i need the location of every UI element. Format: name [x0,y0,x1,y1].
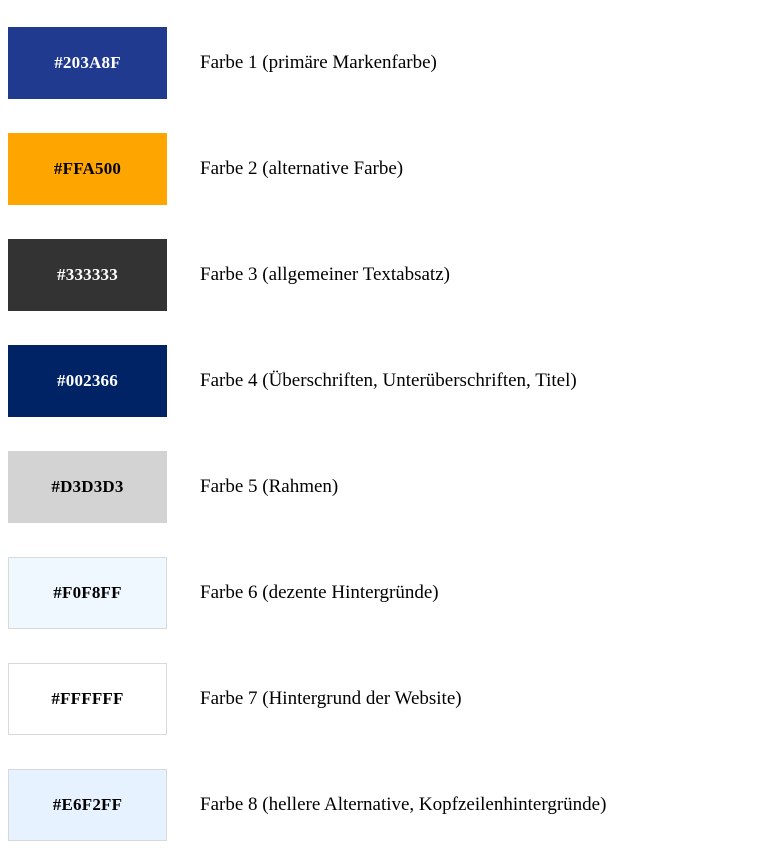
color-description: Farbe 4 (Überschriften, Unterüberschriften, Titel) [200,369,577,391]
list-item [0,540,776,646]
color-description: Farbe 3 (allgemeiner Textabsatz) [200,263,450,285]
color-description: Farbe 1 (primäre Markenfarbe) [200,51,437,73]
color-description: Farbe 8 (hellere Alternative, Kopfzeilenhintergründe) [200,793,607,815]
color-swatch [8,451,167,523]
color-description: Farbe 5 (Rahmen) [200,475,339,497]
list-item [0,328,776,434]
list-item [0,10,776,116]
color-swatch [8,27,167,99]
color-hex-label: #333333 [57,265,118,284]
color-swatch [8,345,167,417]
color-hex-label: #FFA500 [53,159,122,178]
color-description: Farbe 2 (alternative Farbe) [200,157,404,179]
color-hex-label: #E6F2FF [52,795,123,814]
color-hex-label: #203A8F [54,53,121,72]
color-swatch [8,769,167,841]
color-swatch [8,663,167,735]
color-description: Farbe 6 (dezente Hintergründe) [200,581,439,603]
list-item [0,116,776,222]
color-swatch [8,239,167,311]
list-item [0,752,776,858]
color-hex-label: #D3D3D3 [51,477,124,496]
list-item [0,434,776,540]
color-hex-label: #F0F8FF [53,583,122,602]
color-hex-label: #002366 [57,371,118,390]
color-description: Farbe 7 (Hintergrund der Website) [200,687,462,709]
color-swatch [8,557,167,629]
list-item [0,646,776,752]
color-hex-label: #FFFFFF [51,689,124,708]
color-swatch [8,133,167,205]
list-item [0,222,776,328]
